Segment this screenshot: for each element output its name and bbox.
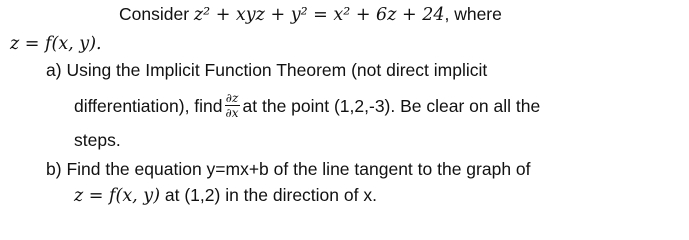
part-a-line-2 <box>74 91 541 121</box>
part-a-text-2-before: differentiation), find <box>74 96 223 117</box>
part-b-function-math: z = f(x, y) <box>74 186 161 206</box>
part-a-line-3: steps. <box>74 130 121 150</box>
where-text: , where <box>444 4 502 24</box>
part-b-text-1: Find the equation y=mx+b of the line tangent to the graph of <box>66 159 531 179</box>
derivative-denominator: ∂x <box>225 106 239 120</box>
main-equation: z² + xyz + y² = x² + 6z + 24 <box>193 5 445 25</box>
part-b-line-1 <box>46 159 531 179</box>
function-definition: z = f(x, y). <box>10 34 102 54</box>
part-a-text-2-after: at the point (1,2,-3). Be clear on all the <box>242 96 541 117</box>
part-a-label: a) <box>46 60 62 80</box>
part-a-text-1: Using the Implicit Function Theorem (not direct implicit <box>66 60 488 80</box>
part-b-line-2 <box>74 185 377 206</box>
part-a-line-1 <box>46 60 487 80</box>
partial-derivative-fraction <box>225 92 240 119</box>
part-b-text-2-after: at (1,2) in the direction of x. <box>160 185 377 205</box>
intro-text: Consider <box>119 4 194 24</box>
part-b-label: b) <box>46 159 62 179</box>
intro-line <box>119 4 502 25</box>
derivative-numerator: ∂z <box>225 91 239 105</box>
